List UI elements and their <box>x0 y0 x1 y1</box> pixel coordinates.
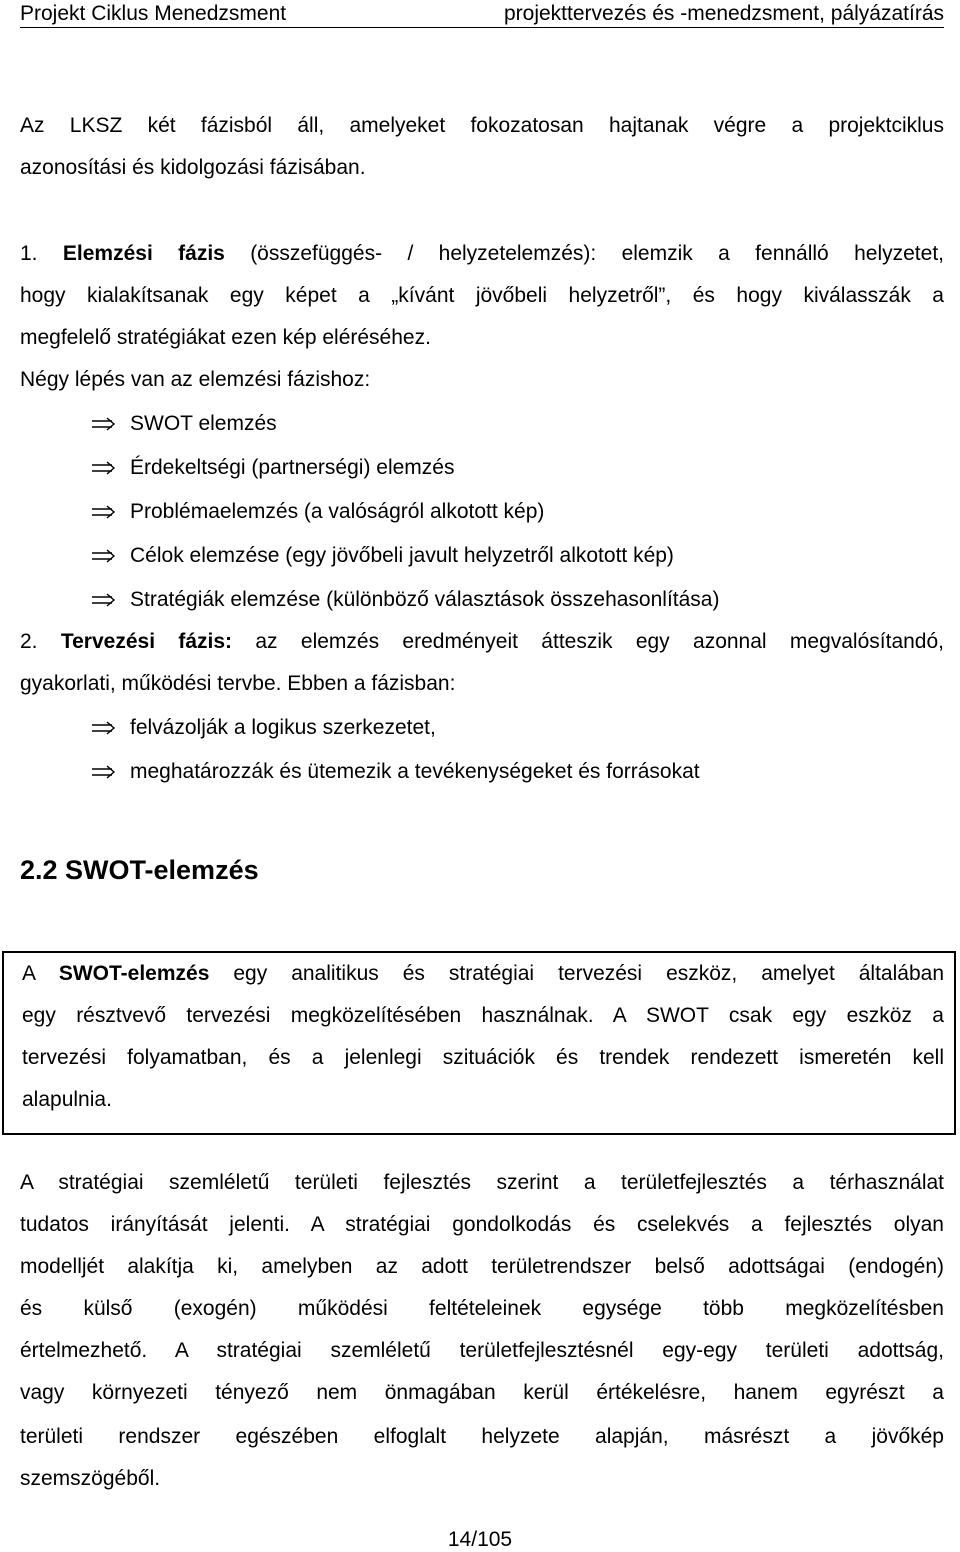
paragraph-line-5: értelmezhető. A stratégiai szemléletű területfejlesztésnél egy-egy területi adottság, <box>20 1339 944 1362</box>
step-label: SWOT elemzés <box>130 412 277 435</box>
phase2-line-2: gyakorlati, működési tervbe. Ebben a fázisban: <box>20 672 456 695</box>
box-line1-a: A <box>22 962 59 985</box>
phase2-title: Tervezési fázis: <box>60 630 233 653</box>
step-label: meghatározzák és ütemezik a tevékenységeket és forrásokat <box>130 760 700 783</box>
double-arrow-icon <box>92 505 130 519</box>
step-label: felvázolják a logikus szerkezetet, <box>130 716 436 739</box>
page-number: 14/105 <box>447 1528 513 1551</box>
phase2-step-1 <box>92 706 944 750</box>
box-line-3: tervezési folyamatban, és a jelenlegi szituációk és trendek rendezett ismeretén kell <box>22 1046 944 1069</box>
step-label: Érdekeltségi (partnerségi) elemzés <box>130 456 455 479</box>
phase2-number: 2. <box>20 630 38 653</box>
intro-line-2: azonosítási és kidolgozási fázisában. <box>20 156 366 179</box>
phase1-line-3: megfelelő stratégiákat ezen kép eléréséhez. <box>20 326 431 349</box>
step-label: Stratégiák elemzése (különböző választások összehasonlítása) <box>130 588 720 611</box>
box-line-4: alapulnia. <box>22 1088 112 1111</box>
phase1-step-4 <box>92 534 944 578</box>
phase2-line1-rest: az elemzés eredményeit átteszik egy azonnal megvalósítandó, <box>232 630 944 653</box>
step-label: Problémaelemzés (a valóságról alkotott kép) <box>130 500 545 523</box>
phase1-line-1 <box>20 233 944 275</box>
paragraph-line-7: területi rendszer egészében elfoglalt helyzete alapján, másrészt a jövőkép <box>20 1425 944 1448</box>
swot-term: SWOT-elemzés <box>58 962 210 985</box>
double-arrow-icon <box>92 593 130 607</box>
double-arrow-icon <box>92 721 130 735</box>
section-heading: 2.2 SWOT-elemzés <box>20 855 259 885</box>
phase1-step-2 <box>92 446 944 490</box>
box-line-2: egy résztvevő tervezési megközelítésében használnak. A SWOT csak egy eszköz a <box>22 1004 944 1027</box>
phase2-step-2 <box>92 750 944 794</box>
double-arrow-icon <box>92 765 130 779</box>
page-header <box>20 0 944 28</box>
phase1-line-2: hogy kialakítsanak egy képet a „kívánt jövőbeli helyzetről”, és hogy kiválasszák a <box>20 284 944 307</box>
paragraph-line-8: szemszögéből. <box>20 1467 161 1490</box>
header-left-title: Projekt Ciklus Menedzsment <box>20 2 287 25</box>
double-arrow-icon <box>92 461 130 475</box>
paragraph-line-4: és külső (exogén) működési feltételeinek egysége több megközelítésben <box>20 1297 944 1320</box>
box-line-1 <box>22 953 944 995</box>
phase1-step-5 <box>92 578 944 622</box>
phase1-title: Elemzési fázis <box>62 242 225 265</box>
paragraph-line-2: tudatos irányítását jelenti. A stratégiai gondolkodás és cselekvés a fejlesztés olyan <box>20 1213 944 1236</box>
definition-box <box>2 951 956 1135</box>
paragraph-line-1: A stratégiai szemléletű területi fejlesztés szerint a területfejlesztés a térhasználat <box>20 1171 944 1194</box>
step-label: Célok elemzése (egy jövőbeli javult helyzetről alkotott kép) <box>130 544 674 567</box>
double-arrow-icon <box>92 417 130 431</box>
paragraph-line-6: vagy környezeti tényező nem önmagában kerül értékelésre, hanem egyrészt a <box>20 1381 944 1404</box>
phase1-line1-rest: (összefüggés- / helyzetelemzés): elemzik a fennálló helyzetet, <box>224 242 944 265</box>
paragraph-line-3: modelljét alakítja ki, amelyben az adott területrendszer belső adottságai (endogén) <box>20 1255 944 1278</box>
double-arrow-icon <box>92 549 130 563</box>
phase1-step-1 <box>92 402 944 446</box>
header-right-title: projekttervezés és -menedzsment, pályázatírás <box>503 2 944 25</box>
definition-text <box>22 953 944 1121</box>
intro-line-1: Az LKSZ két fázisból áll, amelyeket fokozatosan hajtanak végre a projektciklus <box>20 114 944 137</box>
phase1-step-3 <box>92 490 944 534</box>
box-line1-b: egy analitikus és stratégiai tervezési eszköz, amelyet általában <box>209 962 944 985</box>
phase1-steps-intro: Négy lépés van az elemzési fázishoz: <box>20 368 371 391</box>
phase1-number: 1. <box>20 242 38 265</box>
phase2-line-1 <box>20 621 944 663</box>
